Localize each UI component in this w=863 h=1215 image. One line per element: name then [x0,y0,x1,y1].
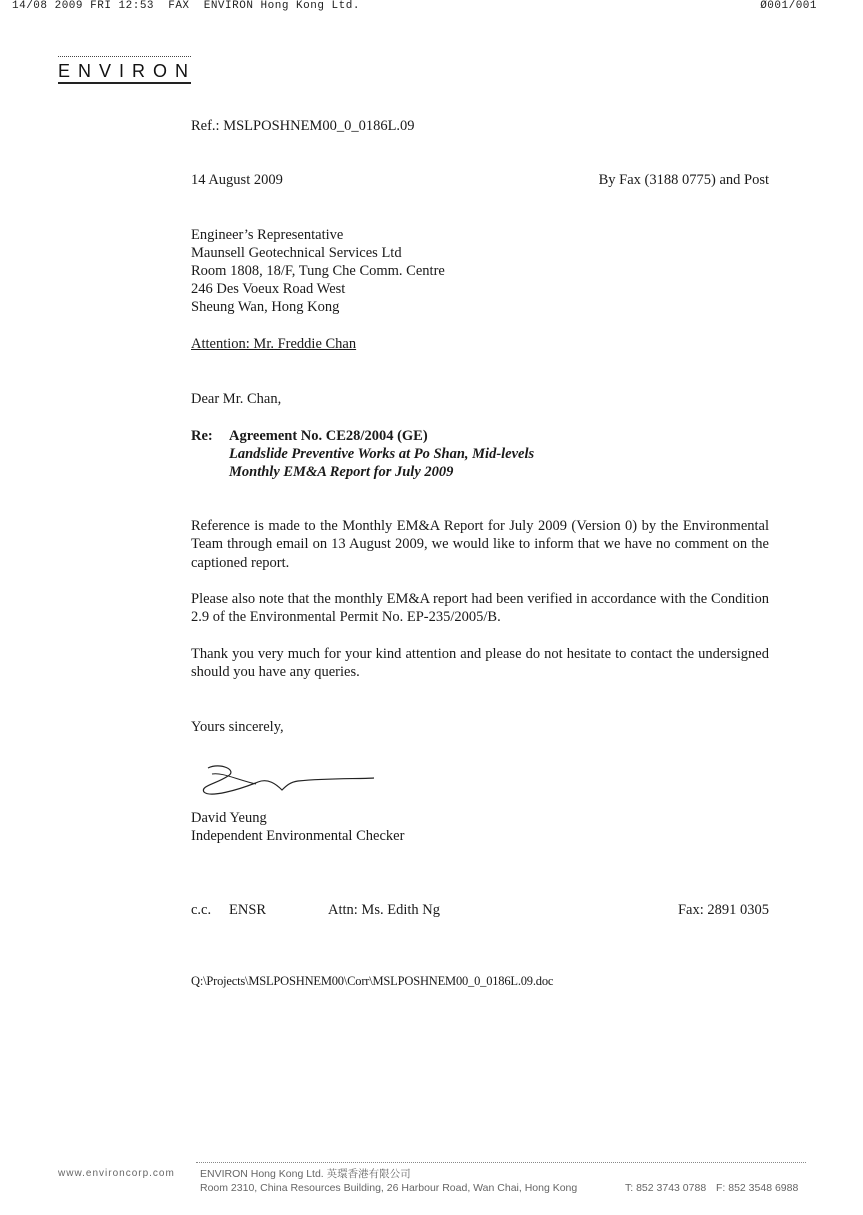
fax-header-page: Ø001/001 [760,0,817,12]
re-label: Re: [191,428,213,444]
footer-phone: T: 852 3743 0788 [625,1182,707,1194]
attention-line: Attention: Mr. Freddie Chan [191,336,357,352]
cc-attention: Attn: Ms. Edith Ng [328,902,440,918]
reference-number: Ref.: MSLPOSHNEM00_0_0186L.09 [191,118,415,134]
subject-block [229,427,534,481]
body-paragraph-1: Reference is made to the Monthly EM&A Report for July 2009 (Version 0) by the Environmental Team through email on 13 August 2009, we would like to inform that we have no comment on the captioned report. [191,518,769,571]
signature-image [198,760,378,800]
subject-project: Landslide Preventive Works at Po Shan, Mid-levels [229,446,535,462]
letter-date: 14 August 2009 [191,172,283,188]
cc-fax: Fax: 2891 0305 [677,902,769,918]
footer-address: Room 2310, China Resources Building, 26 Harbour Road, Wan Chai, Hong Kong [200,1182,578,1194]
body-paragraph-3: Thank you very much for your kind attention and please do not hesitate to contact the undersigned should you have any queries. [191,646,769,681]
footer-divider [196,1162,806,1163]
footer-company: ENVIRON Hong Kong Ltd. 英環香港有限公司 [200,1168,411,1180]
fax-header-left: 14/08 2009 FRI 12:53 FAX ENVIRON Hong Kong Ltd. [12,0,360,12]
recipient-line: Room 1808, 18/F, Tung Che Comm. Centre [191,263,445,279]
subject-report: Monthly EM&A Report for July 2009 [229,464,454,480]
recipient-line: 246 Des Voeux Road West [191,281,346,297]
recipient-line: Sheung Wan, Hong Kong [191,299,340,315]
subject-agreement: Agreement No. CE28/2004 (GE) [229,428,428,444]
recipient-line: Maunsell Geotechnical Services Ltd [191,245,402,261]
logo-bottom-rule [58,82,191,84]
recipient-address [191,226,445,316]
logo-text: ENVIRON [58,61,197,81]
closing: Yours sincerely, [191,719,284,735]
signer-name: David Yeung [191,810,267,826]
signer-title: Independent Environmental Checker [191,828,405,844]
recipient-line: Engineer’s Representative [191,227,344,243]
delivery-method: By Fax (3188 0775) and Post [598,172,769,188]
cc-label: c.c. [191,902,212,918]
cc-organization: ENSR [229,902,267,918]
file-path: Q:\Projects\MSLPOSHNEM00\Corr\MSLPOSHNEM00_0_0186L.09.doc [191,974,554,988]
environ-logo [58,56,197,84]
body-paragraph-2: Please also note that the monthly EM&A report had been verified in accordance with the Condition 2.9 of the Environmental Permit No. EP-235/2005/B. [191,591,769,626]
salutation: Dear Mr. Chan, [191,391,282,407]
footer-website: www.environcorp.com [58,1168,175,1179]
footer-fax: F: 852 3548 6988 [716,1182,799,1194]
